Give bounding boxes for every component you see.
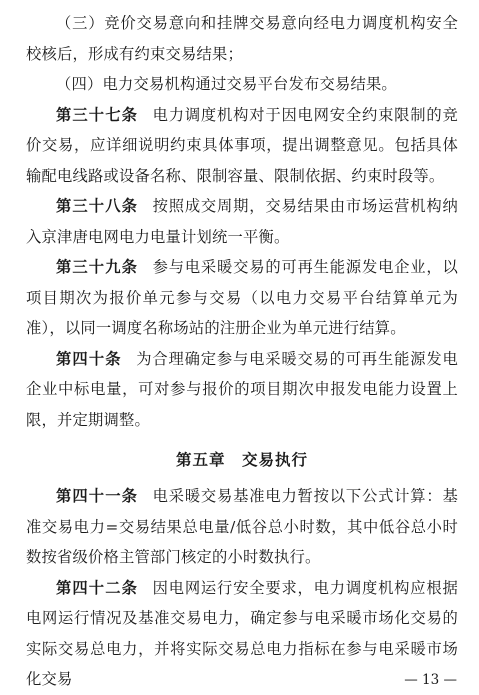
clause-4 xyxy=(26,69,458,100)
article-title: 第四十条 xyxy=(56,349,122,368)
article-text: 参与电采暖交易的可再生能源发电企业，以项目期次为报价单元参与交易（以电力交易平台结算单元为准），以同一调度名称场站的注册企业为单元进行结算。 xyxy=(26,258,458,337)
article-title: 第四十一条 xyxy=(56,487,139,505)
article-41 xyxy=(26,481,458,573)
article-title: 第三十九条 xyxy=(56,258,139,276)
article-40 xyxy=(26,344,458,436)
article-42 xyxy=(26,573,458,695)
article-39 xyxy=(26,252,458,344)
article-37 xyxy=(26,100,458,192)
article-text: 电采暖交易基准电力暂按以下公式计算：基准交易电力=交易结果总电量/低谷总小时数，其中低谷总小时数按省级价格主管部门核定的小时数执行。 xyxy=(26,487,458,566)
article-title: 第三十八条 xyxy=(56,197,139,215)
article-title: 第四十二条 xyxy=(56,578,139,597)
article-title: 第三十七条 xyxy=(56,105,139,124)
article-text: 为合理确定参与电采暖交易的可再生能源发电企业中标电量，可对参与报价的项目期次申报发电能力设置上限，并定期调整。 xyxy=(26,349,458,429)
page-number: — 13 — xyxy=(404,672,457,688)
chapter-heading: 第五章 交易执行 xyxy=(175,451,308,469)
article-text: 电力调度机构对于因电网安全约束限制的竞价交易，应详细说明约束具体事项，提出调整意见。包括具体输配电线路或设备名称、限制容量、限制依据、约束时段等。 xyxy=(26,105,458,185)
article-text: 因电网运行安全要求，电力调度机构应根据电网运行情况及基准交易电力，确定参与电采暖市场化交易的实际交易总电力，并将实际交易总电力指标在参与电采暖市场化交易 xyxy=(26,578,458,688)
article-38 xyxy=(26,191,458,252)
clause-3 xyxy=(26,8,458,69)
clause-text: （三）竞价交易意向和挂牌交易意向经电力调度机构安全校核后，形成有约束交易结果； xyxy=(26,14,458,63)
article-text: 按照成交周期，交易结果由市场运营机构纳入京津唐电网电力电量计划统一平衡。 xyxy=(26,197,458,246)
clause-text: （四）电力交易机构通过交易平台发布交易结果。 xyxy=(56,75,397,93)
body-text xyxy=(26,8,458,695)
